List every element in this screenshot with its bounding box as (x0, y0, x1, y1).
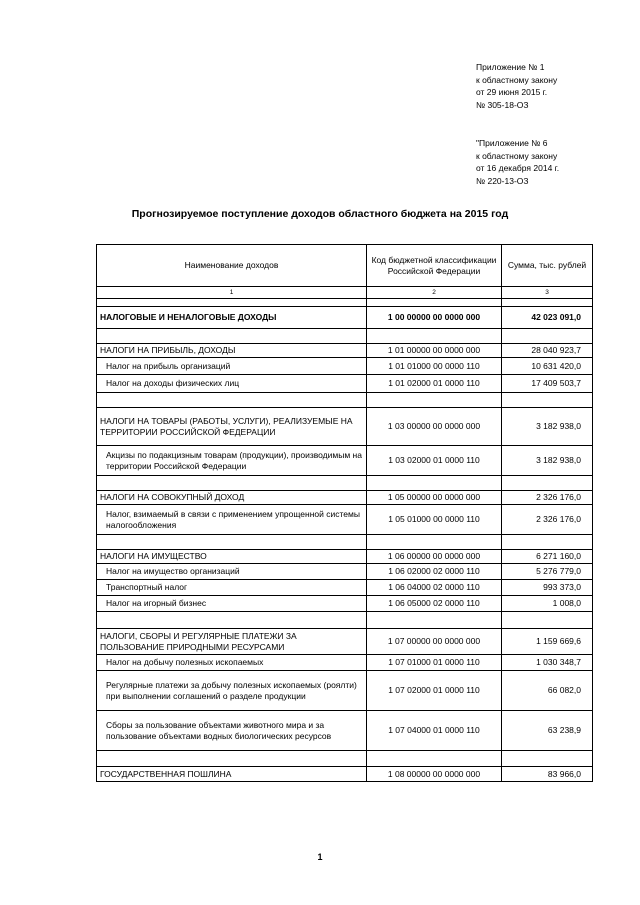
annex-6-line: "Приложение № 6 (476, 138, 548, 148)
row-amount: 1 030 348,7 (502, 655, 593, 671)
row-code: 1 03 02000 01 0000 110 (367, 446, 502, 476)
row-name: Налог, взимаемый в связи с применением упрощенной системы налогообложения (97, 505, 367, 535)
row-amount: 3 182 938,0 (502, 446, 593, 476)
row-code: 1 08 00000 00 0000 000 (367, 767, 502, 782)
row-code: 1 05 00000 00 0000 000 (367, 491, 502, 505)
row-amount: 993 373,0 (502, 580, 593, 596)
document-title: Прогнозируемое поступление доходов областного бюджета на 2015 год (131, 208, 509, 220)
row-code: 1 01 00000 00 0000 000 (367, 344, 502, 358)
table-row (97, 655, 593, 671)
table-row (97, 358, 593, 375)
row-code: 1 05 01000 00 0000 110 (367, 505, 502, 535)
column-number: 3 (502, 287, 593, 299)
annex-6-line: от 16 декабря 2014 г. (476, 163, 560, 173)
row-name: НАЛОГИ НА ИМУЩЕСТВО (97, 550, 367, 564)
row-code: 1 06 05000 02 0000 110 (367, 596, 502, 612)
table-row (97, 671, 593, 711)
annex-1-header (476, 61, 557, 111)
row-amount: 6 271 160,0 (502, 550, 593, 564)
row-code: 1 00 00000 00 0000 000 (367, 307, 502, 329)
header-income-name: Наименование доходов (97, 245, 367, 287)
row-code: 1 07 01000 01 0000 110 (367, 655, 502, 671)
row-code: 1 03 00000 00 0000 000 (367, 408, 502, 446)
column-number: 1 (97, 287, 367, 299)
row-amount: 1 008,0 (502, 596, 593, 612)
table-row (97, 550, 593, 564)
row-amount: 63 238,9 (502, 711, 593, 751)
header-amount: Сумма, тыс. рублей (502, 245, 593, 287)
table-header-row (97, 245, 593, 287)
annex-1-line: Приложение № 1 (476, 62, 545, 72)
column-number-row (97, 287, 593, 299)
table-row (97, 767, 593, 782)
row-name: НАЛОГОВЫЕ И НЕНАЛОГОВЫЕ ДОХОДЫ (97, 307, 367, 329)
row-code: 1 06 04000 02 0000 110 (367, 580, 502, 596)
row-name: Налог на игорный бизнес (97, 596, 367, 612)
row-amount: 83 966,0 (502, 767, 593, 782)
row-amount: 28 040 923,7 (502, 344, 593, 358)
table-row (97, 629, 593, 655)
row-amount: 1 159 669,6 (502, 629, 593, 655)
table-row (97, 491, 593, 505)
table-row (97, 408, 593, 446)
annex-1-line: к областному закону (476, 74, 558, 85)
table-row (97, 596, 593, 612)
table-row (97, 580, 593, 596)
row-code: 1 01 01000 00 0000 110 (367, 358, 502, 375)
table-row (97, 375, 593, 393)
table-row (97, 307, 593, 329)
annex-1-line: от 29 июня 2015 г. (476, 87, 548, 97)
header-budget-code: Код бюджетной классификации Российской Федерации (367, 245, 502, 287)
row-code: 1 07 02000 01 0000 110 (367, 671, 502, 711)
row-code: 1 06 00000 00 0000 000 (367, 550, 502, 564)
row-amount: 10 631 420,0 (502, 358, 593, 375)
annex-1-line: № 305-18-ОЗ (476, 99, 529, 110)
row-name: Налог на имущество организаций (97, 564, 367, 580)
annex-6-line: к областному закону (476, 150, 558, 161)
table-row (97, 344, 593, 358)
row-name: Налог на доходы физических лиц (97, 375, 367, 393)
row-amount: 66 082,0 (502, 671, 593, 711)
row-name: НАЛОГИ НА ПРИБЫЛЬ, ДОХОДЫ (97, 344, 367, 358)
row-name: Налог на добычу полезных ископаемых (97, 655, 367, 671)
row-amount: 17 409 503,7 (502, 375, 593, 393)
table-row (97, 564, 593, 580)
column-number: 2 (367, 287, 502, 299)
row-code: 1 07 00000 00 0000 000 (367, 629, 502, 655)
row-name: Регулярные платежи за добычу полезных ископаемых (роялти) при выполнении соглашений о разделе продукции (97, 671, 367, 711)
page-number: 1 (317, 852, 323, 862)
row-code: 1 07 04000 01 0000 110 (367, 711, 502, 751)
row-name: ГОСУДАРСТВЕННАЯ ПОШЛИНА (97, 767, 367, 782)
row-amount: 2 326 176,0 (502, 491, 593, 505)
row-name: Налог на прибыль организаций (97, 358, 367, 375)
table-row (97, 505, 593, 535)
row-name: Сборы за пользование объектами животного мира и за пользование объектами водных биологических ресурсов (97, 711, 367, 751)
revenue-table (96, 244, 593, 782)
row-amount: 42 023 091,0 (502, 307, 593, 329)
row-amount: 5 276 779,0 (502, 564, 593, 580)
row-code: 1 01 02000 01 0000 110 (367, 375, 502, 393)
annex-6-header (476, 137, 559, 187)
row-amount: 3 182 938,0 (502, 408, 593, 446)
annex-6-line: № 220-13-ОЗ (476, 175, 529, 186)
row-name: Акцизы по подакцизным товарам (продукции), производимым на территории Российской Федерации (97, 446, 367, 476)
row-name: НАЛОГИ, СБОРЫ И РЕГУЛЯРНЫЕ ПЛАТЕЖИ ЗА ПОЛЬЗОВАНИЕ ПРИРОДНЫМИ РЕСУРСАМИ (97, 629, 367, 655)
row-name: НАЛОГИ НА ТОВАРЫ (РАБОТЫ, УСЛУГИ), РЕАЛИЗУЕМЫЕ НА ТЕРРИТОРИИ РОССИЙСКОЙ ФЕДЕРАЦИИ (97, 408, 367, 446)
row-code: 1 06 02000 02 0000 110 (367, 564, 502, 580)
table-row (97, 446, 593, 476)
row-name: НАЛОГИ НА СОВОКУПНЫЙ ДОХОД (97, 491, 367, 505)
row-name: Транспортный налог (97, 580, 367, 596)
row-amount: 2 326 176,0 (502, 505, 593, 535)
table-row (97, 711, 593, 751)
